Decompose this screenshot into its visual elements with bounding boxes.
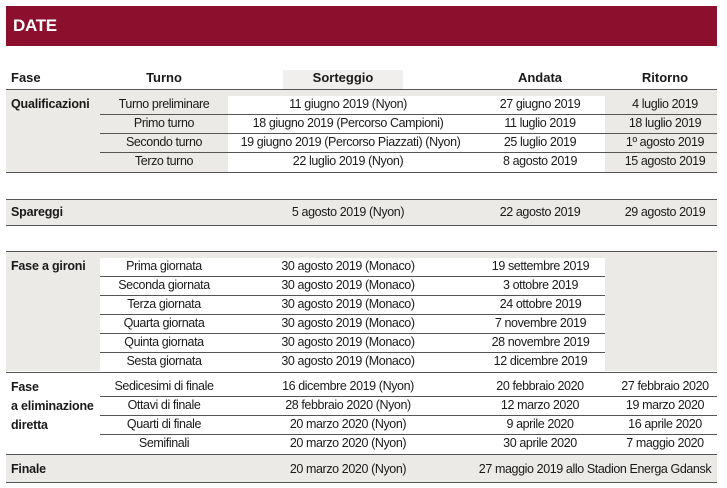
ritorno-cell: 29 agosto 2019 — [624, 205, 706, 219]
turno-cell: Primo turno — [133, 116, 195, 130]
turno-cell: Quarta giornata — [123, 316, 205, 330]
andata-cell: 8 agosto 2019 — [502, 154, 578, 168]
data-cell: 19 settembre 2019 — [491, 259, 590, 273]
ritorno-cell: 19 marzo 2020 — [625, 398, 705, 412]
sorteggio-cell: 28 febbraio 2020 (Nyon) — [285, 398, 411, 412]
eliminazione-label-line: Fase — [11, 380, 39, 394]
sorteggio-cell: 18 giugno 2019 (Percorso Campioni) — [252, 116, 444, 130]
qualificazioni-label: Qualificazioni — [11, 97, 90, 111]
sorteggio-cell: 20 marzo 2020 (Nyon) — [289, 417, 407, 431]
ritorno-cell: 27 febbraio 2020 — [621, 379, 709, 393]
table-row — [0, 434, 727, 453]
header-ritorno: Ritorno — [641, 70, 689, 85]
finale-label: Finale — [11, 462, 46, 476]
turno-cell: Ottavi di finale — [127, 398, 201, 412]
andata-cell: 20 febbraio 2020 — [496, 379, 584, 393]
header-andata: Andata — [517, 70, 563, 85]
section-divider — [6, 372, 717, 373]
table-row — [0, 396, 727, 415]
eliminazione-label-line: diretta — [11, 418, 48, 432]
turno-cell: Prima giornata — [126, 259, 202, 273]
andata-cell: 30 aprile 2020 — [503, 436, 577, 450]
turno-cell: Secondo turno — [125, 135, 203, 149]
sorteggio-cell: 30 agosto 2019 (Monaco) — [281, 354, 415, 368]
sorteggio-cell: 16 dicembre 2019 (Nyon) — [282, 379, 414, 393]
sorteggio-cell: 30 agosto 2019 (Monaco) — [281, 316, 415, 330]
sorteggio-cell: 11 giugno 2019 (Nyon) — [289, 97, 407, 111]
table-row — [0, 460, 727, 479]
sorteggio-cell: 20 marzo 2020 (Nyon) — [289, 436, 407, 450]
page-title: DATE — [13, 16, 57, 35]
data-cell: 24 ottobre 2019 — [499, 297, 582, 311]
ritorno-cell: 7 maggio 2020 — [626, 436, 704, 450]
turno-cell: Terza giornata — [127, 297, 201, 311]
table-row — [0, 203, 727, 222]
ritorno-cell: 15 agosto 2019 — [624, 154, 706, 168]
turno-cell: Turno preliminare — [118, 97, 210, 111]
turno-cell: Sedicesimi di finale — [114, 379, 214, 393]
header-sorteggio: Sorteggio — [312, 70, 374, 85]
andata-cell: 11 luglio 2019 — [504, 116, 576, 130]
table-row — [0, 415, 727, 434]
ritorno-cell: 1º agosto 2019 — [625, 135, 705, 149]
table-row — [0, 333, 727, 352]
data-cell: 12 dicembre 2019 — [493, 354, 588, 368]
sorteggio-cell: 22 luglio 2019 (Nyon) — [292, 154, 404, 168]
sorteggio-cell: 30 agosto 2019 (Monaco) — [281, 297, 415, 311]
table-row — [0, 314, 727, 333]
ritorno-cell: 18 luglio 2019 — [628, 116, 702, 130]
andata-cell: 27 giugno 2019 — [499, 97, 581, 111]
ritorno-cell: 4 luglio 2019 — [632, 97, 698, 111]
sorteggio-cell: 5 agosto 2019 (Nyon) — [291, 205, 405, 219]
table-row — [0, 377, 727, 396]
andata-cell: 12 marzo 2020 — [500, 398, 580, 412]
ritorno-cell: 16 aprile 2020 — [628, 417, 702, 431]
header-turno: Turno — [146, 70, 182, 85]
turno-cell: Quarti di finale — [126, 417, 202, 431]
table-row — [0, 152, 727, 171]
table-row — [0, 276, 727, 295]
sorteggio-cell: 30 agosto 2019 (Monaco) — [281, 259, 415, 273]
data-cell: 28 novembre 2019 — [491, 335, 590, 349]
gironi-label: Fase a gironi — [11, 259, 86, 273]
turno-cell: Quinta giornata — [124, 335, 204, 349]
table-row — [0, 257, 727, 276]
table-row — [0, 114, 727, 133]
turno-cell: Sesta giornata — [126, 354, 202, 368]
turno-cell: Seconda giornata — [118, 278, 210, 292]
table-row — [0, 95, 727, 114]
sorteggio-cell: 30 agosto 2019 (Monaco) — [281, 278, 415, 292]
table-row — [0, 133, 727, 152]
section-divider — [6, 482, 717, 483]
data-cell: 3 ottobre 2019 — [502, 278, 579, 292]
section-divider — [6, 172, 717, 173]
table-row — [0, 295, 727, 314]
section-divider — [6, 225, 717, 226]
andata-cell: 25 luglio 2019 — [503, 135, 577, 149]
turno-cell: Terzo turno — [134, 154, 194, 168]
table-row — [0, 352, 727, 371]
data-cell: 7 novembre 2019 — [494, 316, 587, 330]
data-cell: 27 maggio 2019 allo Stadion Energa Gdansk — [478, 462, 712, 476]
andata-cell: 9 aprile 2020 — [506, 417, 574, 431]
sorteggio-cell: 30 agosto 2019 (Monaco) — [281, 335, 415, 349]
spareggi-label: Spareggi — [11, 205, 63, 219]
title-banner — [6, 6, 717, 46]
turno-cell: Semifinali — [138, 436, 190, 450]
sorteggio-cell: 19 giugno 2019 (Percorso Piazzati) (Nyon) — [240, 135, 461, 149]
eliminazione-label-line: a eliminazione — [11, 399, 94, 413]
andata-cell: 22 agosto 2019 — [499, 205, 581, 219]
header-fase: Fase — [11, 70, 41, 85]
sorteggio-cell: 20 marzo 2020 (Nyon) — [289, 462, 407, 476]
